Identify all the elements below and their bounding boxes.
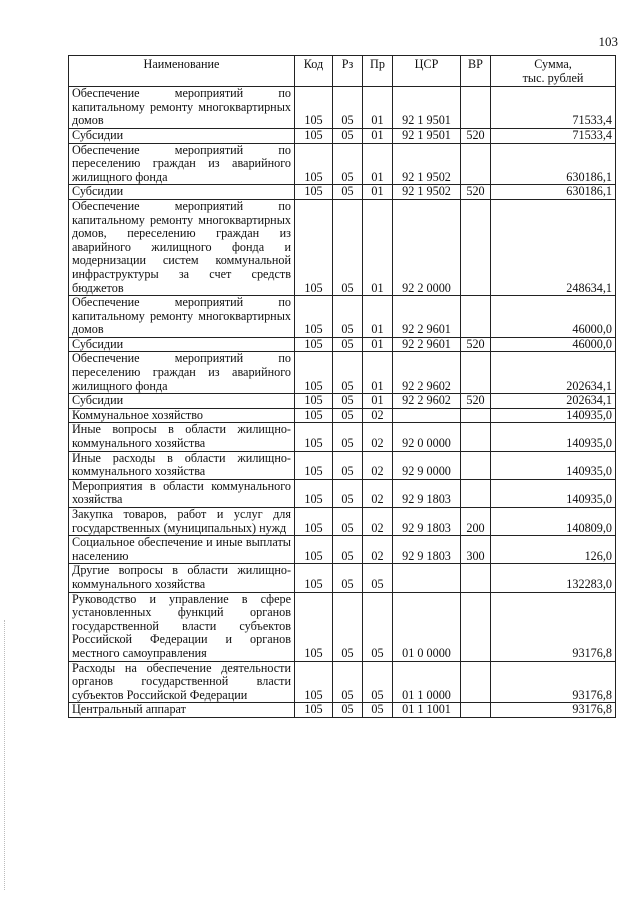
cell-pr: 01 — [363, 128, 393, 143]
header-rz: Рз — [333, 56, 363, 87]
cell-rz: 05 — [333, 352, 363, 394]
cell-vr — [461, 408, 491, 423]
cell-vr: 520 — [461, 185, 491, 200]
cell-sum: 71533,4 — [491, 87, 616, 129]
cell-rz: 05 — [333, 703, 363, 718]
table-row — [69, 296, 616, 338]
table-row — [69, 352, 616, 394]
cell-code: 105 — [295, 337, 333, 352]
cell-code: 105 — [295, 352, 333, 394]
cell-csr: 92 2 9602 — [393, 394, 461, 409]
cell-rz: 05 — [333, 394, 363, 409]
cell-code: 105 — [295, 128, 333, 143]
cell-pr: 01 — [363, 143, 393, 185]
cell-csr: 92 2 9601 — [393, 296, 461, 338]
header-vr: ВР — [461, 56, 491, 87]
cell-code: 105 — [295, 296, 333, 338]
cell-sum: 46000,0 — [491, 337, 616, 352]
page-number: 103 — [598, 34, 618, 49]
cell-csr: 92 1 9502 — [393, 143, 461, 185]
cell-code: 105 — [295, 564, 333, 592]
cell-sum: 248634,1 — [491, 199, 616, 295]
header-csr: ЦСР — [393, 56, 461, 87]
header-name: Наименование — [69, 56, 295, 87]
cell-pr: 05 — [363, 703, 393, 718]
cell-name: Субсидии — [69, 185, 295, 200]
cell-rz: 05 — [333, 296, 363, 338]
cell-code: 105 — [295, 661, 333, 703]
cell-code: 105 — [295, 143, 333, 185]
cell-rz: 05 — [333, 423, 363, 451]
cell-rz: 05 — [333, 508, 363, 536]
cell-code: 105 — [295, 451, 333, 479]
cell-vr — [461, 87, 491, 129]
cell-sum: 46000,0 — [491, 296, 616, 338]
cell-code: 105 — [295, 408, 333, 423]
cell-vr — [461, 451, 491, 479]
cell-vr — [461, 143, 491, 185]
cell-code: 105 — [295, 508, 333, 536]
cell-sum: 126,0 — [491, 536, 616, 564]
cell-name: Социальное обеспечение и иные выплаты населению — [69, 536, 295, 564]
cell-sum: 93176,8 — [491, 592, 616, 661]
cell-name: Обеспечение мероприятий по капитальному ремонту многоквартирных домов — [69, 296, 295, 338]
cell-name: Руководство и управление в сфере установленных функций органов государственной власти субъектов Российской Федерации и органов местного самоуправления — [69, 592, 295, 661]
cell-pr: 02 — [363, 408, 393, 423]
cell-vr: 300 — [461, 536, 491, 564]
cell-sum: 132283,0 — [491, 564, 616, 592]
table-row — [69, 394, 616, 409]
cell-rz: 05 — [333, 87, 363, 129]
cell-name: Закупка товаров, работ и услуг для государственных (муниципальных) нужд — [69, 508, 295, 536]
table-row — [69, 661, 616, 703]
cell-rz: 05 — [333, 143, 363, 185]
header-sum-line1: Сумма, — [534, 57, 572, 71]
cell-sum: 140935,0 — [491, 479, 616, 507]
cell-rz: 05 — [333, 199, 363, 295]
cell-code: 105 — [295, 423, 333, 451]
cell-csr — [393, 408, 461, 423]
cell-code: 105 — [295, 703, 333, 718]
header-sum-line2: тыс. рублей — [522, 70, 584, 85]
cell-name: Иные расходы в области жилищно-коммунального хозяйства — [69, 451, 295, 479]
cell-rz: 05 — [333, 592, 363, 661]
cell-name: Центральный аппарат — [69, 703, 295, 718]
cell-pr: 02 — [363, 508, 393, 536]
cell-rz: 05 — [333, 536, 363, 564]
cell-csr: 92 9 1803 — [393, 508, 461, 536]
cell-csr: 92 2 9602 — [393, 352, 461, 394]
cell-csr: 92 9 1803 — [393, 536, 461, 564]
cell-sum: 202634,1 — [491, 352, 616, 394]
cell-name: Обеспечение мероприятий по переселению граждан из аварийного жилищного фонда — [69, 143, 295, 185]
cell-csr: 01 0 0000 — [393, 592, 461, 661]
cell-csr: 92 1 9501 — [393, 87, 461, 129]
cell-vr — [461, 479, 491, 507]
cell-sum: 71533,4 — [491, 128, 616, 143]
cell-vr — [461, 703, 491, 718]
cell-rz: 05 — [333, 661, 363, 703]
table-row — [69, 408, 616, 423]
cell-sum: 140935,0 — [491, 451, 616, 479]
cell-name: Расходы на обеспечение деятельности органов государственной власти субъектов Российской Федерации — [69, 661, 295, 703]
cell-rz: 05 — [333, 564, 363, 592]
header-sum — [491, 56, 616, 87]
cell-pr: 01 — [363, 296, 393, 338]
cell-rz: 05 — [333, 337, 363, 352]
cell-sum: 140935,0 — [491, 423, 616, 451]
cell-sum: 630186,1 — [491, 143, 616, 185]
cell-name: Коммунальное хозяйство — [69, 408, 295, 423]
cell-pr: 01 — [363, 185, 393, 200]
cell-csr — [393, 564, 461, 592]
cell-csr: 92 9 1803 — [393, 479, 461, 507]
table-row — [69, 199, 616, 295]
cell-code: 105 — [295, 185, 333, 200]
cell-name: Обеспечение мероприятий по переселению граждан из аварийного жилищного фонда — [69, 352, 295, 394]
table-row — [69, 536, 616, 564]
cell-pr: 01 — [363, 199, 393, 295]
table-row — [69, 87, 616, 129]
cell-code: 105 — [295, 479, 333, 507]
table-body — [69, 87, 616, 718]
cell-name: Обеспечение мероприятий по капитальному ремонту многоквартирных домов, переселению граждан из аварийного жилищного фонда и модернизации систем коммунальной инфраструктуры за счет средств бюджетов — [69, 199, 295, 295]
cell-name: Субсидии — [69, 394, 295, 409]
table-row — [69, 508, 616, 536]
table-row — [69, 564, 616, 592]
cell-vr — [461, 423, 491, 451]
cell-name: Субсидии — [69, 337, 295, 352]
cell-vr — [461, 661, 491, 703]
cell-pr: 01 — [363, 87, 393, 129]
cell-pr: 02 — [363, 451, 393, 479]
cell-vr: 200 — [461, 508, 491, 536]
budget-table — [68, 55, 616, 718]
cell-sum: 202634,1 — [491, 394, 616, 409]
cell-vr: 520 — [461, 128, 491, 143]
cell-code: 105 — [295, 87, 333, 129]
cell-pr: 05 — [363, 661, 393, 703]
table-row — [69, 479, 616, 507]
cell-csr: 92 2 9601 — [393, 337, 461, 352]
cell-rz: 05 — [333, 185, 363, 200]
cell-vr — [461, 296, 491, 338]
header-code: Код — [295, 56, 333, 87]
table-row — [69, 423, 616, 451]
cell-pr: 01 — [363, 352, 393, 394]
cell-code: 105 — [295, 394, 333, 409]
cell-csr: 01 1 1001 — [393, 703, 461, 718]
cell-name: Иные вопросы в области жилищно-коммунального хозяйства — [69, 423, 295, 451]
cell-csr: 92 2 0000 — [393, 199, 461, 295]
table-row — [69, 451, 616, 479]
table-row — [69, 703, 616, 718]
cell-name: Другие вопросы в области жилищно-коммунального хозяйства — [69, 564, 295, 592]
cell-csr: 92 1 9502 — [393, 185, 461, 200]
cell-pr: 01 — [363, 394, 393, 409]
cell-rz: 05 — [333, 128, 363, 143]
cell-rz: 05 — [333, 479, 363, 507]
table-row — [69, 128, 616, 143]
cell-pr: 05 — [363, 564, 393, 592]
cell-code: 105 — [295, 536, 333, 564]
cell-vr — [461, 592, 491, 661]
cell-sum: 630186,1 — [491, 185, 616, 200]
cell-csr: 01 1 0000 — [393, 661, 461, 703]
cell-sum: 140809,0 — [491, 508, 616, 536]
cell-vr: 520 — [461, 337, 491, 352]
cell-code: 105 — [295, 592, 333, 661]
cell-sum: 93176,8 — [491, 703, 616, 718]
cell-name: Обеспечение мероприятий по капитальному ремонту многоквартирных домов — [69, 87, 295, 129]
cell-rz: 05 — [333, 451, 363, 479]
cell-pr: 02 — [363, 536, 393, 564]
cell-pr: 02 — [363, 479, 393, 507]
cell-vr — [461, 352, 491, 394]
table-row — [69, 185, 616, 200]
cell-vr — [461, 564, 491, 592]
cell-csr: 92 1 9501 — [393, 128, 461, 143]
cell-vr — [461, 199, 491, 295]
cell-vr: 520 — [461, 394, 491, 409]
cell-code: 105 — [295, 199, 333, 295]
cell-csr: 92 9 0000 — [393, 451, 461, 479]
table-row — [69, 143, 616, 185]
cell-name: Субсидии — [69, 128, 295, 143]
table-header-row — [69, 56, 616, 87]
cell-pr: 05 — [363, 592, 393, 661]
table-row — [69, 337, 616, 352]
cell-pr: 01 — [363, 337, 393, 352]
header-pr: Пр — [363, 56, 393, 87]
scan-margin-marks — [4, 620, 7, 890]
cell-name: Мероприятия в области коммунального хозяйства — [69, 479, 295, 507]
cell-sum: 140935,0 — [491, 408, 616, 423]
cell-rz: 05 — [333, 408, 363, 423]
table-row — [69, 592, 616, 661]
cell-csr: 92 0 0000 — [393, 423, 461, 451]
cell-sum: 93176,8 — [491, 661, 616, 703]
cell-pr: 02 — [363, 423, 393, 451]
